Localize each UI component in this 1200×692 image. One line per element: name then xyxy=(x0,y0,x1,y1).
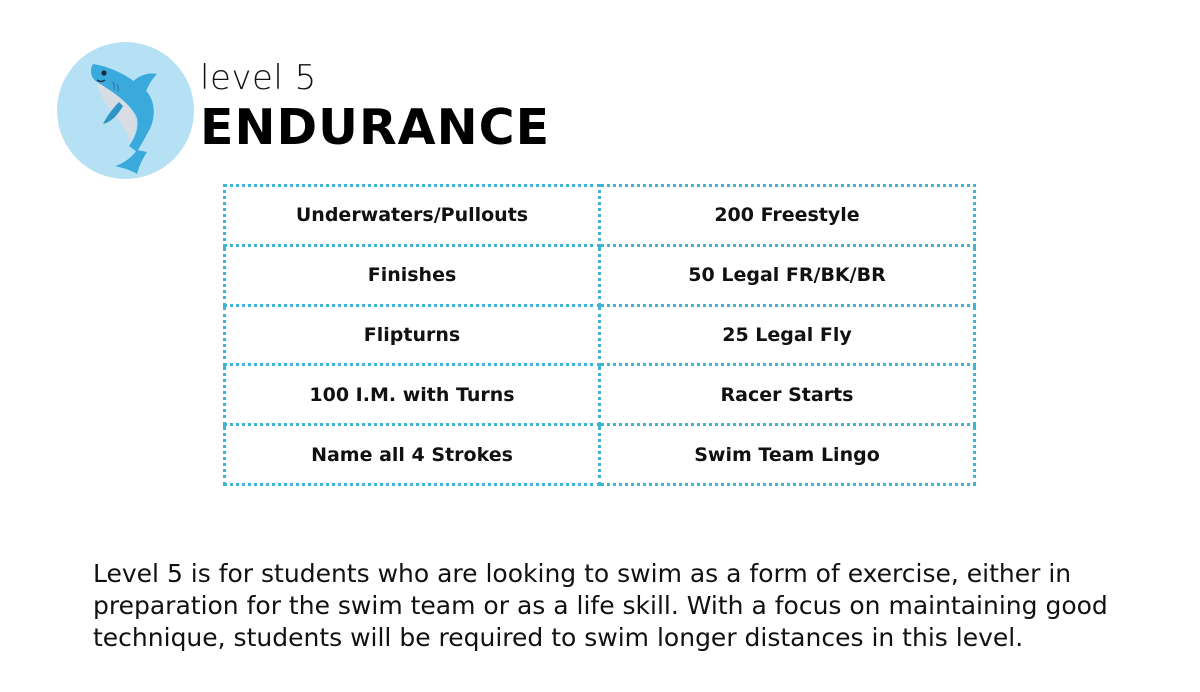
skills-table xyxy=(223,184,976,486)
table-row xyxy=(225,425,975,485)
shark-icon xyxy=(57,42,194,179)
page-title: ENDURANCE xyxy=(200,99,551,156)
table-cell: Underwaters/Pullouts xyxy=(225,186,600,246)
table-cell: Finishes xyxy=(225,245,600,305)
table-cell: Racer Starts xyxy=(600,365,975,425)
table-cell: 25 Legal Fly xyxy=(600,305,975,365)
table-cell: 100 I.M. with Turns xyxy=(225,365,600,425)
table-row xyxy=(225,245,975,305)
table-row xyxy=(225,305,975,365)
table-cell: Swim Team Lingo xyxy=(600,425,975,485)
table-cell: 50 Legal FR/BK/BR xyxy=(600,245,975,305)
level-description: Level 5 is for students who are looking to swim as a form of exercise, either in preparation for the swim team or as a life skill. With a focus on maintaining good technique, students will be required to swim longer distances in this level. xyxy=(93,559,1108,652)
table-cell: Flipturns xyxy=(225,305,600,365)
table-row xyxy=(225,365,975,425)
table-cell: Name all 4 Strokes xyxy=(225,425,600,485)
table-row xyxy=(225,186,975,246)
shark-logo xyxy=(57,42,194,179)
level-subtitle: level 5 xyxy=(200,58,317,98)
table-cell: 200 Freestyle xyxy=(600,186,975,246)
